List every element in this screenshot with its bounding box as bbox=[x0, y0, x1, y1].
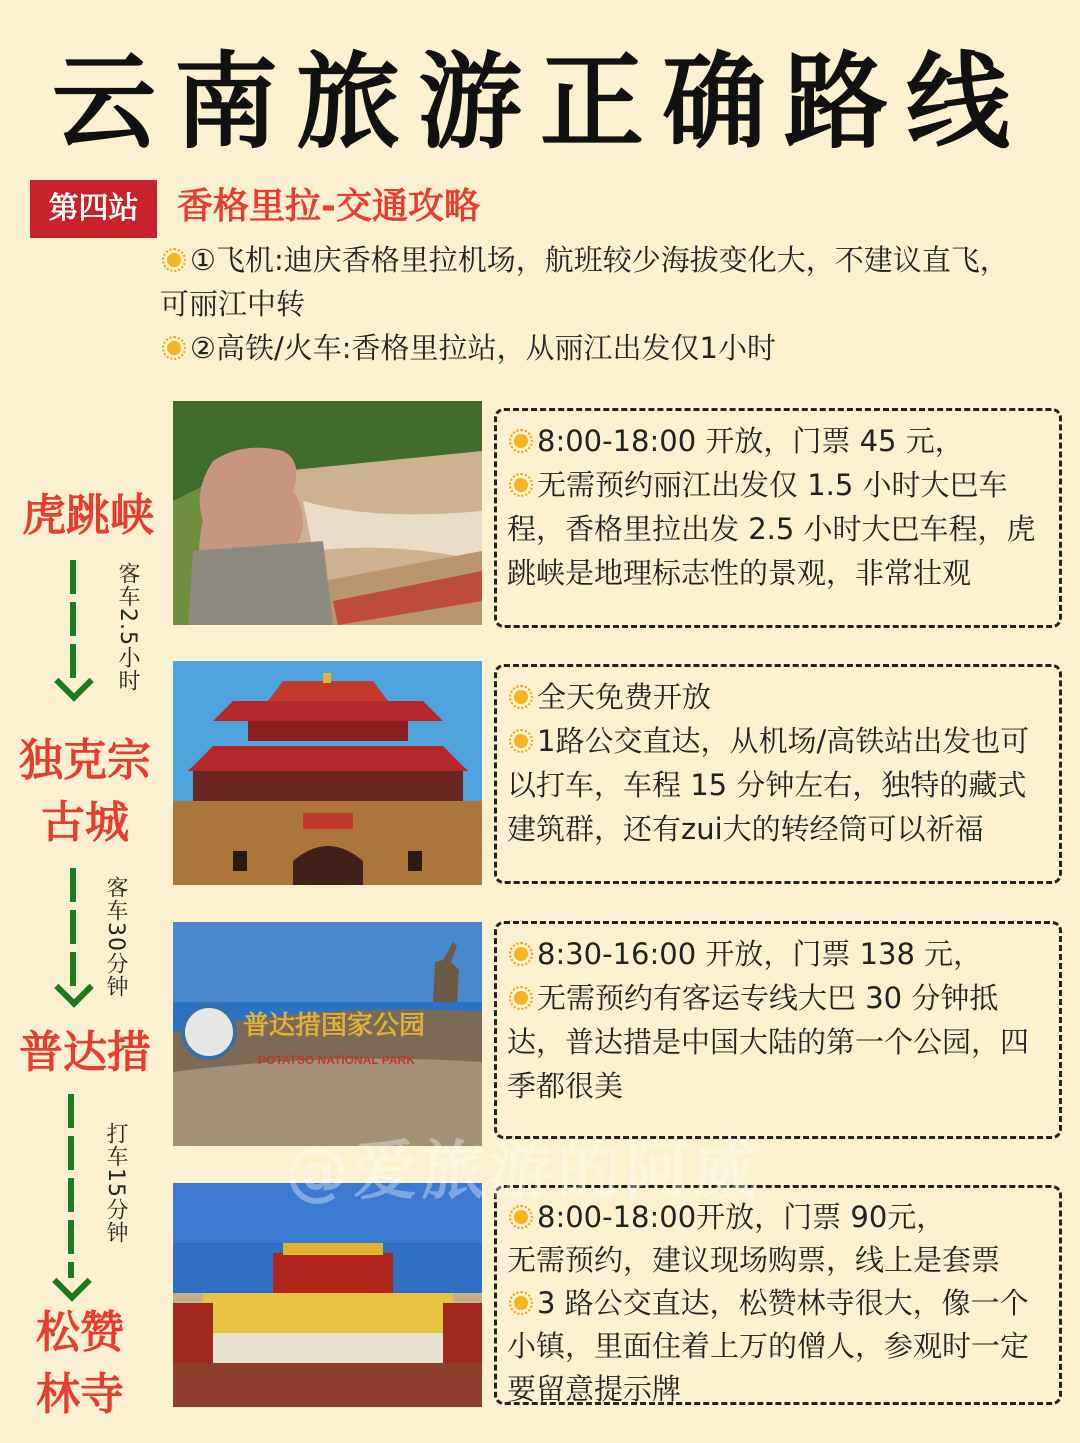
sun-icon bbox=[507, 1289, 535, 1317]
photo-dukezong-old-town bbox=[173, 661, 482, 885]
sun-icon bbox=[507, 471, 535, 499]
photo-songzanlin-monastery bbox=[173, 1183, 482, 1407]
photo-tiger-leaping-gorge bbox=[173, 401, 482, 625]
arrow-down-icon bbox=[52, 1262, 92, 1302]
intro-text bbox=[160, 238, 1030, 370]
spot-name-dukezong: 独克宗 古城 bbox=[19, 735, 151, 848]
station-badge: 第四站 bbox=[30, 180, 157, 238]
info-card-songzanlin: 8:00-18:00开放，门票 90元， 无需预约，建议现场购票，线上是套票 3 路公交直达，松赞林寺很大，像一个小镇，里面住着上万的僧人，参观时一定要留意提示牌 bbox=[494, 1185, 1062, 1405]
park-sign-en: POTATSO NATIONAL PARK bbox=[258, 1053, 415, 1067]
spot-name-songzanlin: 松赞 林寺 bbox=[36, 1307, 124, 1420]
intro-line-train: ②高铁/火车:香格里拉站，从丽江出发仅1小时 bbox=[160, 326, 1030, 370]
sun-icon bbox=[507, 984, 535, 1012]
transfer-label: 客车2.5小时 bbox=[115, 562, 140, 692]
transfer-label: 客车30分钟 bbox=[103, 876, 128, 998]
sun-icon bbox=[507, 940, 535, 968]
sun-icon bbox=[160, 334, 188, 362]
info-card-pudacuo: 8:30-16:00 开放，门票 138 元， 无需预约有客运专线大巴 30 分钟抵达，普达措是中国大陆的第一个公园，四季都很美 bbox=[494, 921, 1062, 1139]
sun-icon bbox=[160, 246, 188, 274]
section-title: 香格里拉-交通攻略 bbox=[177, 186, 480, 227]
watermark: @爱旅游的阿威 bbox=[285, 1135, 761, 1209]
info-card-dukezong: 全天免费开放 1路公交直达，从机场/高铁站出发也可以打车，车程 15 分钟左右，独特的藏式建筑群，还有zui大的转经筒可以祈福 bbox=[494, 664, 1062, 884]
info-card-tiger-leaping: 8:00-18:00 开放，门票 45 元， 无需预约丽江出发仅 1.5 小时大巴车程，香格里拉出发 2.5 小时大巴车程，虎跳峡是地理标志性的景观，非常壮观 bbox=[494, 408, 1062, 628]
arrow-down-icon bbox=[54, 662, 94, 702]
route-arrow-line bbox=[68, 1094, 74, 1278]
page-title: 云南旅游正确路线 bbox=[51, 41, 1028, 163]
spot-name-pudacuo: 普达措 bbox=[19, 1027, 151, 1078]
arrow-down-icon bbox=[54, 968, 94, 1008]
park-sign-text: 普达措国家公园 bbox=[243, 1011, 426, 1041]
spot-name-tiger-leaping: 虎跳峡 bbox=[22, 490, 154, 541]
sun-icon bbox=[507, 683, 535, 711]
transfer-label: 打车15分钟 bbox=[103, 1122, 128, 1244]
intro-line-flight: ①飞机:迪庆香格里拉机场，航班较少海拔变化大，不建议直飞，可丽江中转 bbox=[160, 243, 1009, 321]
sun-icon bbox=[507, 727, 535, 755]
sun-icon bbox=[507, 427, 535, 455]
photo-pudacuo-park bbox=[173, 922, 482, 1146]
